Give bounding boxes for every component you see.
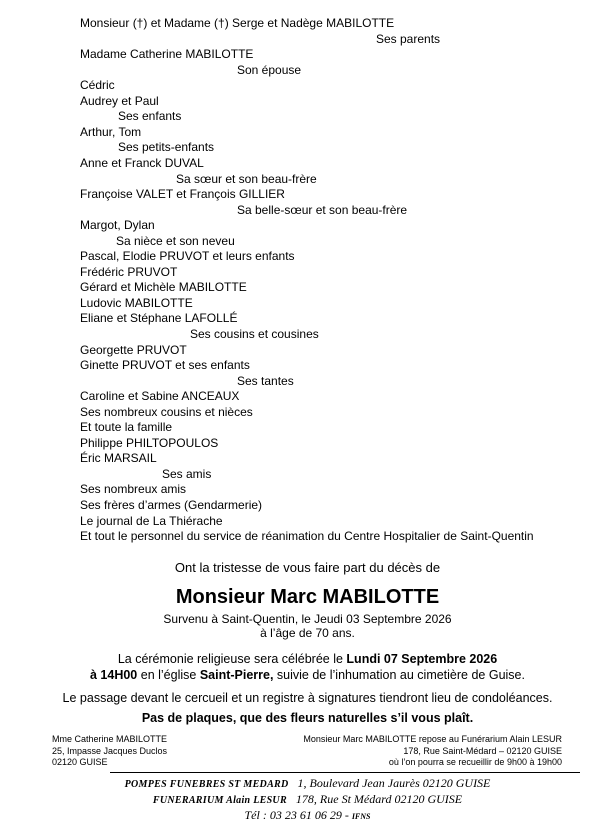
tel: Tél : 03 23 61 06 29 - xyxy=(244,808,352,822)
family-line: Son épouse xyxy=(237,63,302,77)
footer-funerarium xyxy=(0,792,615,808)
family-line: Et toute la famille xyxy=(80,420,173,434)
deceased-name: Monsieur Marc MABILOTTE xyxy=(175,586,440,608)
family-line: Ses enfants xyxy=(118,109,182,123)
family-line: Ses nombreux amis xyxy=(80,482,187,496)
family-line: Ses tantes xyxy=(237,374,294,388)
family-line: Le journal de La Thiérache xyxy=(80,514,223,528)
family-line: Et tout le personnel du service de réanimation du Centre Hospitalier de Saint-Quentin xyxy=(80,529,534,543)
footer-pf xyxy=(0,776,615,792)
ceremony-line-1 xyxy=(0,651,615,667)
family-line: Anne et Franck DUVAL xyxy=(80,156,204,170)
pf-address: 1, Boulevard Jean Jaurès 02120 GUISE xyxy=(297,776,491,790)
fun-label: FUNERARIUM Alain LESUR xyxy=(152,795,287,806)
contact-right-hours: où l’on pourra se recueillir de 9h00 à 19h00 xyxy=(388,757,562,767)
footer-tel xyxy=(0,808,615,824)
ceremony-line-2 xyxy=(0,667,615,683)
family-line: Françoise VALET et François GILLIER xyxy=(80,187,285,201)
family-line: Cédric xyxy=(80,78,115,92)
flowers-text: Pas de plaques, que des fleurs naturelles s’il vous plaît. xyxy=(141,711,474,725)
ceremony-burial: suivie de l’inhumation au cimetière de Guise. xyxy=(273,668,525,682)
family-line: Ses frères d’armes (Gendarmerie) xyxy=(80,498,263,512)
family-line: Pascal, Elodie PRUVOT et leurs enfants xyxy=(80,249,295,263)
contact-left-street: 25, Impasse Jacques Duclos xyxy=(52,745,168,756)
family-line: Sa belle-sœur et son beau-frère xyxy=(237,203,408,217)
contact-left xyxy=(52,734,167,769)
age-line: à l’âge de 70 ans. xyxy=(260,626,355,640)
ceremony-church-intro: en l’église xyxy=(137,668,200,682)
contact-right xyxy=(300,734,562,769)
family-line: Ginette PRUVOT et ses enfants xyxy=(80,358,250,372)
family-line: Éric MARSAIL xyxy=(80,451,157,465)
pf-label: POMPES FUNEBRES ST MEDARD xyxy=(124,779,289,790)
family-line: Frédéric PRUVOT xyxy=(80,265,178,279)
family-line: Ses amis xyxy=(162,467,212,481)
family-line: Sa nièce et son neveu xyxy=(116,234,235,248)
ceremony-church: Saint-Pierre, xyxy=(199,668,274,682)
family-line: Eliane et Stéphane LAFOLLÉ xyxy=(80,311,238,325)
death-line: Survenu à Saint-Quentin, le Jeudi 03 Septembre 2026 xyxy=(163,612,452,626)
contact-left-name: Mme Catherine MABILOTTE xyxy=(52,734,168,744)
family-line: Monsieur (†) et Madame (†) Serge et Nadège MABILOTTE xyxy=(80,16,395,30)
family-line: Madame Catherine MABILOTTE xyxy=(80,47,254,61)
condolences-text: Le passage devant le cercueil et un registre à signatures tiendront lieu de condoléances. xyxy=(62,691,553,705)
family-line: Philippe PHILTOPOULOS xyxy=(80,436,219,450)
family-line: Sa sœur et son beau-frère xyxy=(176,172,317,186)
ceremony-date: Lundi 07 Septembre 2026 xyxy=(346,652,498,666)
contact-left-city: 02120 GUISE xyxy=(52,757,108,767)
family-line: Audrey et Paul xyxy=(80,94,159,108)
family-line: Ses cousins et cousines xyxy=(190,327,319,341)
intro-text: Ont la tristesse de vous faire part du décès de xyxy=(174,560,441,575)
family-line: Gérard et Michèle MABILOTTE xyxy=(80,280,247,294)
family-line: Georgette PRUVOT xyxy=(80,343,187,357)
ceremony-intro: La cérémonie religieuse sera célébrée le xyxy=(117,652,347,666)
family-line: Margot, Dylan xyxy=(80,218,155,232)
family-line: Caroline et Sabine ANCEAUX xyxy=(80,389,240,403)
ifns: IFNS xyxy=(351,812,371,821)
family-line: Arthur, Tom xyxy=(80,125,142,139)
footer-divider xyxy=(110,772,580,773)
ceremony-time: à 14H00 xyxy=(90,668,138,682)
family-line: Ses parents xyxy=(376,32,441,46)
fun-address: 178, Rue St Médard 02120 GUISE xyxy=(295,792,463,806)
contact-right-repose: Monsieur Marc MABILOTTE repose au Funérarium Alain LESUR xyxy=(303,734,562,744)
contact-right-address: 178, Rue Saint-Médard – 02120 GUISE xyxy=(403,745,562,756)
family-line: Ses petits-enfants xyxy=(118,140,215,154)
family-line: Ses nombreux cousins et nièces xyxy=(80,405,253,419)
family-line: Ludovic MABILOTTE xyxy=(80,296,193,310)
